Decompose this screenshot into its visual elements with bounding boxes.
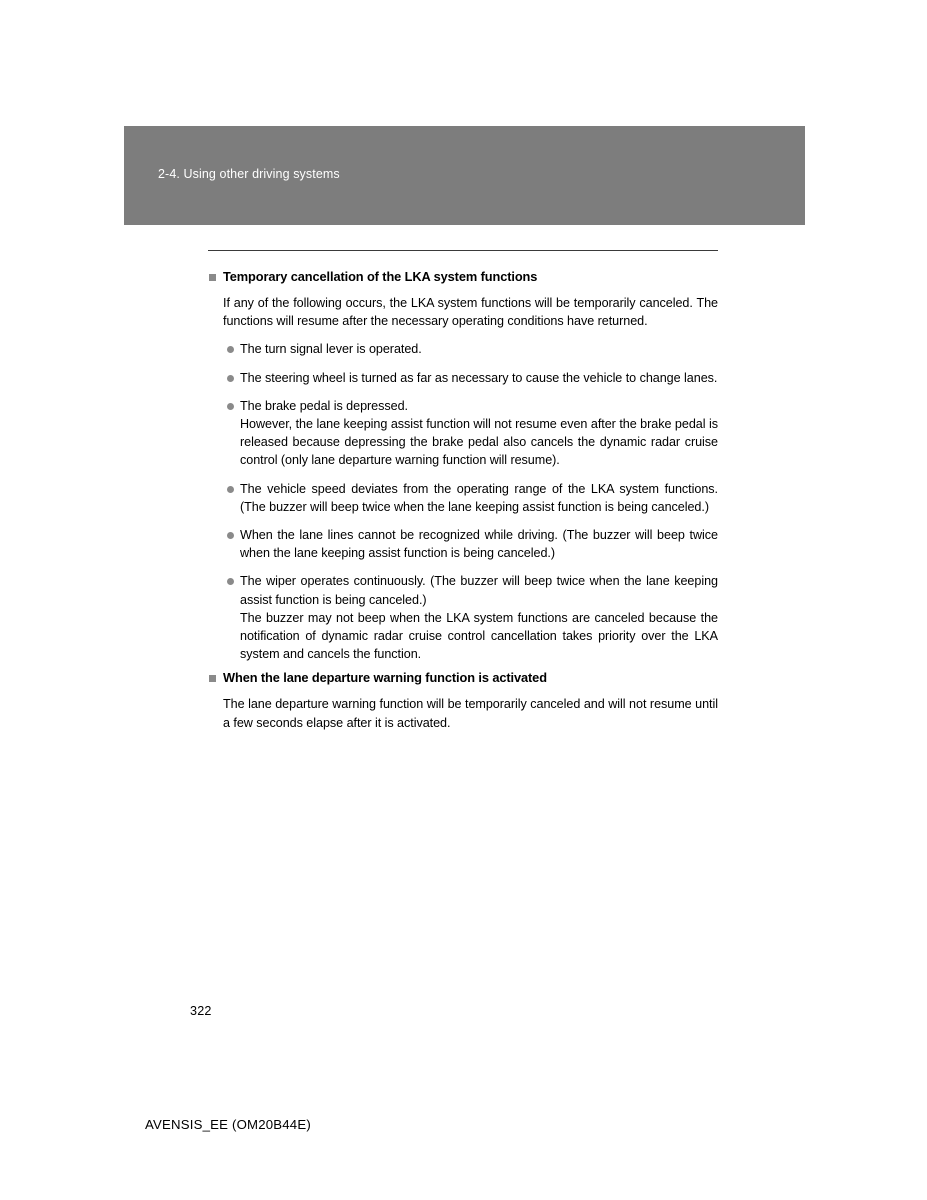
list-item-text: The steering wheel is turned as far as necessary to cause the vehicle to change lanes.: [240, 370, 718, 385]
cancellation-conditions-list: [208, 340, 718, 663]
list-item: [226, 340, 718, 358]
subsection-heading-lane-departure-activated: [208, 670, 718, 686]
list-item-text: The vehicle speed deviates from the operating range of the LKA system functions. (The buzzer will beep twice when the lane keeping assist function is being canceled.): [240, 481, 718, 514]
list-item: [226, 397, 718, 470]
round-bullet-icon: [227, 346, 234, 353]
page-content: [208, 250, 718, 742]
section-2-body-paragraph: The lane departure warning function will be temporarily canceled and will not resume until a few seconds elapse after it is activated.: [223, 697, 718, 730]
section-header-band: [124, 126, 805, 225]
list-item-text: The brake pedal is depressed.: [240, 398, 408, 413]
list-item-continuation-text: However, the lane keeping assist function will not resume even after the brake pedal is released because depressing the brake pedal also cancels the dynamic radar cruise control (only lane departure warning function will resume).: [240, 417, 718, 468]
subsection-heading-label: Temporary cancellation of the LKA system functions: [223, 269, 538, 284]
section-header-title: 2-4. Using other driving systems: [158, 167, 340, 181]
footer-document-code: AVENSIS_EE (OM20B44E): [145, 1117, 311, 1132]
subsection-heading-temporary-cancellation: [208, 269, 718, 285]
content-divider-rule: [208, 250, 718, 251]
subsection-heading-label: When the lane departure warning function is activated: [223, 670, 547, 686]
list-item: [226, 526, 718, 562]
list-item-text: The wiper operates continuously. (The buzzer will beep twice when the lane keeping assist function is being canceled.): [240, 574, 718, 607]
list-item: [226, 369, 718, 387]
intro-paragraph: If any of the following occurs, the LKA system functions will be temporarily canceled. The functions will resume after the necessary operating conditions have returned.: [223, 296, 718, 329]
section-spacer: [208, 663, 718, 670]
list-item-text: When the lane lines cannot be recognized while driving. (The buzzer will beep twice when the lane keeping assist function is being canceled.): [240, 528, 718, 561]
round-bullet-icon: [227, 532, 234, 539]
list-item-text: The turn signal lever is operated.: [240, 342, 422, 357]
page-number: 322: [190, 1004, 212, 1018]
list-item: [226, 480, 718, 516]
round-bullet-icon: [227, 486, 234, 493]
square-bullet-icon: [209, 675, 216, 682]
square-bullet-icon: [209, 274, 216, 281]
list-item-continuation-text: The buzzer may not beep when the LKA system functions are canceled because the notification of dynamic radar cruise control cancellation takes priority over the LKA system and cancels the function.: [240, 610, 718, 662]
round-bullet-icon: [227, 578, 234, 585]
round-bullet-icon: [227, 375, 234, 382]
list-item: [226, 572, 718, 663]
round-bullet-icon: [227, 403, 234, 410]
